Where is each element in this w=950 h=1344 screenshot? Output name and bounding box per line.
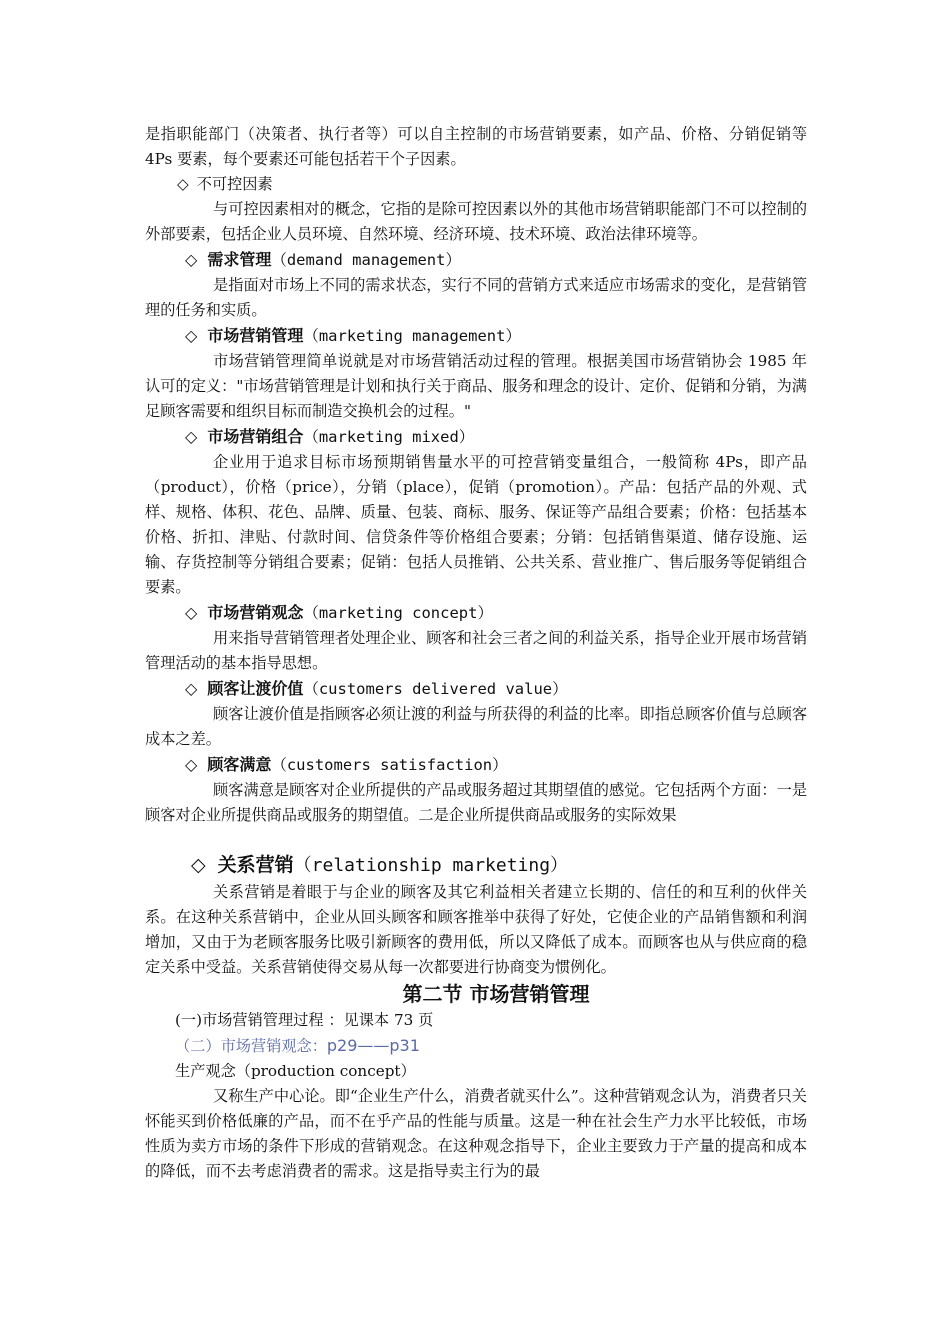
intro-paragraph-uncontrollable: 与可控因素相对的概念，它指的是除可控因素以外的其他市场营销职能部门不可以控制的外部要素，包括企业人员环境、自然环境、经济环境、技术环境、政治法律环境等。 — [145, 200, 807, 243]
term-title: 需求管理 — [207, 250, 272, 269]
term-english: （relationship marketing） — [293, 855, 569, 876]
diamond-icon: ◇ — [185, 755, 198, 774]
term-heading-marketing-concept — [145, 600, 807, 626]
term-english: （marketing concept） — [303, 604, 493, 622]
term-body-marketing-management: 市场营销管理简单说就是对市场营销活动过程的管理。根据美国市场营销协会 1985 年认可的定义："市场营销管理是计划和执行关于商品、服务和理念的设计、定价、促销和分销，为满足顾客需要和组织目标而制造交换机会的过程。" — [145, 352, 807, 420]
spacer — [145, 828, 807, 851]
diamond-icon: ◇ — [191, 854, 206, 876]
term-english: （marketing management） — [303, 327, 521, 345]
term-heading-marketing-management — [145, 323, 807, 349]
production-concept-body: 又称生产中心论。即“企业生产什么，消费者就买什么”。这种营销观念认为，消费者只关怀能买到价格低廉的产品，而不在乎产品的性能与质量。这是一种在社会生产力水平比较低，市场性质为卖方市场的条件下形成的营销观念。在这种观念指导下，企业主要致力于产量的提高和成本的降低，而不去考虑消费者的需求。这是指导卖主行为的最 — [145, 1087, 807, 1180]
diamond-icon: ◇ — [185, 603, 198, 622]
term-title: 顾客让渡价值 — [207, 679, 304, 698]
term-body-relationship: 关系营销是着眼于与企业的顾客及其它利益相关者建立长期的、信任的和互利的伙伴关系。在这种关系营销中，企业从回头顾客和顾客推举中获得了好处，它使企业的产品销售额和利润增加，又由于为老顾客服务比吸引新顾客的费用低，所以又降低了成本。而顾客也从与供应商的稳定关系中受益。关系营销使得交易从每一次都要进行协商变为惯例化。 — [145, 883, 807, 976]
term-english: （demand management） — [271, 251, 461, 269]
term-body-delivered-value: 顾客让渡价值是指顾客必须让渡的利益与所获得的利益的比率。即指总顾客价值与总顾客成本之差。 — [145, 705, 807, 748]
section-item-concept — [145, 1033, 807, 1059]
term-title: 顾客满意 — [207, 755, 272, 774]
diamond-icon: ◇ — [185, 250, 198, 269]
term-heading-marketing-mixed — [145, 424, 807, 450]
section-item-label: （二）市场营销观念： — [175, 1037, 327, 1055]
section-item-process: (一)市场营销管理过程 ：见课本 73 页 — [175, 1011, 434, 1029]
term-title: 市场营销组合 — [207, 427, 304, 446]
term-body-marketing-concept: 用来指导营销管理者处理企业、顾客和社会三者之间的利益关系，指导企业开展市场营销管理活动的基本指导思想。 — [145, 629, 807, 672]
uncontrollable-label: 不可控因素 — [196, 175, 273, 193]
diamond-icon: ◇ — [177, 175, 189, 193]
term-heading-satisfaction — [145, 752, 807, 778]
document-page — [145, 122, 807, 1184]
term-body-marketing-mixed: 企业用于追求目标市场预期销售量水平的可控营销变量组合，一般简称 4Ps，即产品（product），价格（price），分销（place），促销（promotion）。产品：包括产品的外观、式样、规格、体积、花色、品牌、质量、包装、商标、服务、保证等产品组合要素；价格：包括基本价格、折扣、津贴、付款时间、信贷条件等价格组合要素；分销：包括销售渠道、储存设施、运输、存货控制等分销组合要素；促销：包括人员推销、公共关系、营业推广、售后服务等促销组合要素。 — [145, 453, 807, 596]
term-heading-relationship — [145, 851, 807, 880]
term-title: 市场营销管理 — [207, 326, 304, 345]
term-heading-delivered-value — [145, 676, 807, 702]
term-heading-demand — [145, 247, 807, 273]
diamond-icon: ◇ — [185, 427, 198, 446]
term-english: （customers delivered value） — [303, 680, 568, 698]
diamond-icon: ◇ — [185, 679, 198, 698]
uncontrollable-heading — [145, 172, 807, 197]
page-range: p29——p31 — [326, 1036, 420, 1055]
term-title: 关系营销 — [217, 854, 294, 876]
intro-paragraph-controllable: 是指职能部门（决策者、执行者等）可以自主控制的市场营销要素，如产品、价格、分销促销等 4Ps 要素，每个要素还可能包括若干个子因素。 — [145, 125, 807, 168]
term-title: 市场营销观念 — [207, 603, 304, 622]
production-concept-title: 生产观念（production concept） — [175, 1062, 416, 1080]
section-title: 第二节 市场营销管理 — [402, 982, 590, 1006]
term-body-demand: 是指面对市场上不同的需求状态，实行不同的营销方式来适应市场需求的变化，是营销管理的任务和实质。 — [145, 276, 807, 319]
term-english: （marketing mixed） — [303, 428, 475, 446]
diamond-icon: ◇ — [185, 326, 198, 345]
term-english: （customers satisfaction） — [271, 756, 508, 774]
term-body-satisfaction: 顾客满意是顾客对企业所提供的产品或服务超过其期望值的感觉。它包括两个方面：一是顾客对企业所提供商品或服务的期望值。二是企业所提供商品或服务的实际效果 — [145, 781, 807, 824]
